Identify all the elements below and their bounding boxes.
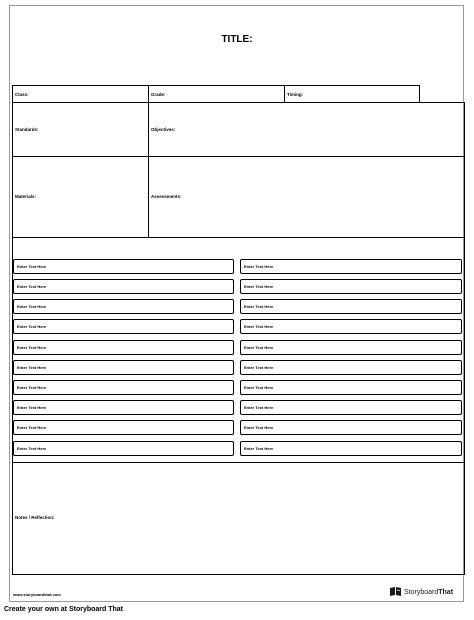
text-box-left-9[interactable]: Enter Text Here: [13, 420, 234, 435]
text-box-right-8[interactable]: Enter Text Here: [240, 400, 462, 415]
logo-icon: [389, 584, 402, 602]
text-box-right-4[interactable]: Enter Text Here: [240, 319, 462, 334]
class-label: Class:: [15, 92, 29, 97]
grade-cell: [148, 85, 285, 103]
text-box-right-6[interactable]: Enter Text Here: [240, 360, 462, 375]
text-box-left-4[interactable]: Enter Text Here: [13, 319, 234, 334]
create-caption[interactable]: Create your own at Storyboard That: [4, 606, 124, 613]
timing-label: Timing:: [287, 92, 304, 97]
text-box-right-1[interactable]: Enter Text Here: [240, 259, 462, 274]
text-box-left-8[interactable]: Enter Text Here: [13, 400, 234, 415]
assessments-label: Assessments:: [151, 194, 182, 199]
text-box-left-3[interactable]: Enter Text Here: [13, 299, 234, 314]
logo-text: [404, 589, 453, 596]
assessments-cell: [148, 156, 465, 238]
text-box-left-5[interactable]: Enter Text Here: [13, 340, 234, 355]
grade-label: Grade:: [151, 92, 166, 97]
class-cell: [12, 85, 149, 103]
materials-label: Materials:: [15, 194, 37, 199]
notes-cell: [12, 462, 465, 575]
page-title: TITLE:: [221, 34, 253, 45]
objectives-cell: [148, 102, 465, 157]
text-box-left-10[interactable]: Enter Text Here: [13, 441, 234, 456]
logo-text-b: That: [438, 589, 454, 596]
text-box-right-10[interactable]: Enter Text Here: [240, 441, 462, 456]
text-box-left-1[interactable]: Enter Text Here: [13, 259, 234, 274]
text-box-left-7[interactable]: Enter Text Here: [13, 380, 234, 395]
text-box-right-2[interactable]: Enter Text Here: [240, 279, 462, 294]
text-box-right-3[interactable]: Enter Text Here: [240, 299, 462, 314]
text-box-right-9[interactable]: Enter Text Here: [240, 420, 462, 435]
objectives-label: Objectives:: [151, 127, 176, 132]
text-box-right-7[interactable]: Enter Text Here: [240, 380, 462, 395]
storyboardthat-logo[interactable]: [389, 586, 453, 599]
notes-label: Notes / Reflection:: [15, 515, 55, 520]
footer-url: www.storyboardthat.com: [13, 592, 61, 597]
text-box-left-6[interactable]: Enter Text Here: [13, 360, 234, 375]
text-box-left-2[interactable]: Enter Text Here: [13, 279, 234, 294]
standards-label: Standards:: [15, 127, 39, 132]
text-box-right-5[interactable]: Enter Text Here: [240, 340, 462, 355]
timing-cell: [284, 85, 420, 103]
logo-text-a: Storyboard: [404, 589, 439, 596]
